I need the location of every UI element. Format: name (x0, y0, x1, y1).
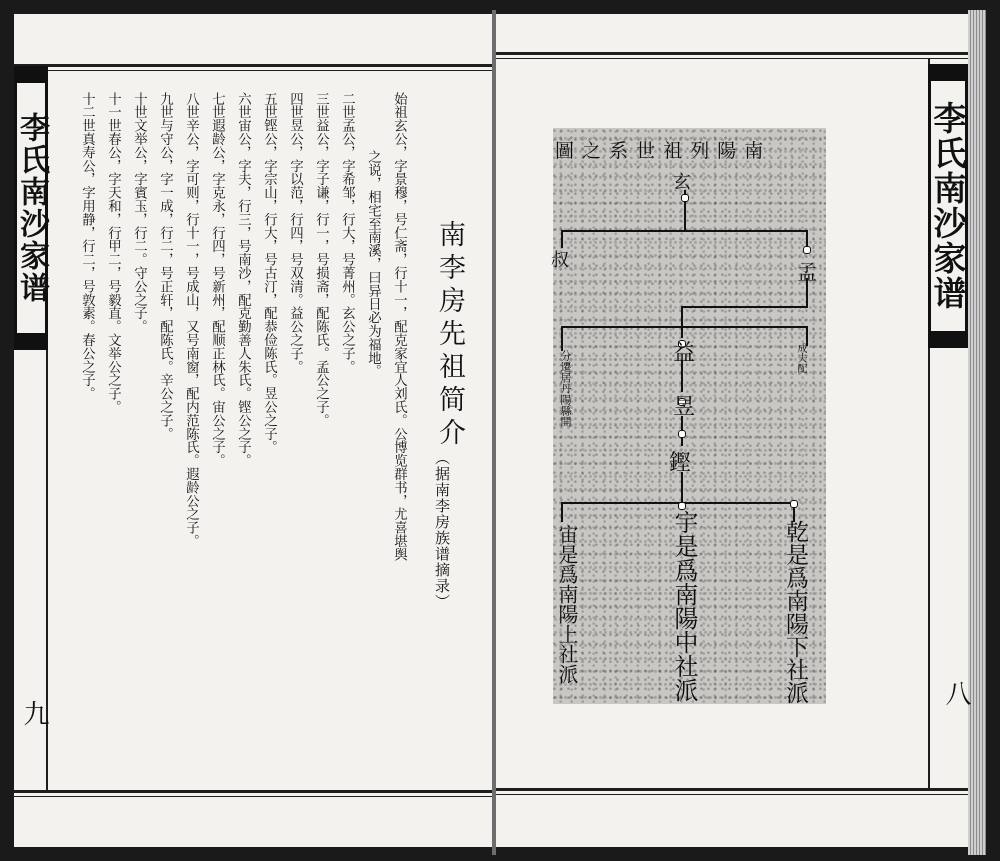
text-column: 八世辛公，字可则，行十一，号成山，又号南窗，配内范陈氏。遐龄公之子。 (183, 92, 199, 548)
node-left-top: 叔 (551, 250, 569, 271)
text-column: 六世宙公，字夫，行三，号南沙，配克勤善人朱氏。铿公之子。 (235, 92, 251, 468)
tree-line (561, 230, 807, 232)
right-top-rule-2 (496, 58, 968, 59)
text-column: 始祖玄公，字景穆，号仁斋，行十一，配克家宜人刘氏。公博览群书，尤喜堪舆 (391, 92, 407, 561)
branch-middle: 宇是爲南陽中社派 (670, 510, 698, 702)
left-bottom-rule (14, 790, 492, 793)
text-column: 三世益公，字子谦，行一，号损斋，配陈氏。孟公之子。 (313, 92, 329, 427)
book-spine (492, 10, 496, 855)
node-yi: 益 (673, 341, 696, 366)
node-meng: 孟 (797, 260, 817, 284)
text-column: 七世遐龄公，字克永，行四，号新州，配顺正林氏。宙公之子。 (209, 92, 225, 468)
right-top-rule (496, 52, 968, 55)
tree-node-dot (681, 194, 689, 202)
tree-line (561, 502, 563, 522)
node-xuan: 玄 (673, 172, 691, 193)
right-page-number: 八 (941, 680, 971, 706)
tree-line (681, 306, 808, 308)
tree-line (681, 306, 683, 326)
rubbing-header: 南 陽 列 祖 世 系 之 圖 (555, 140, 765, 162)
right-tab-title: 李氏南沙家谱 (931, 81, 965, 331)
text-column: 二世孟公，字希邹，行大，号菁州。玄公之子。 (339, 92, 355, 374)
section-title: 南李房先祖简介 (434, 220, 465, 451)
text-column: 九世与守公，字一成，行二，号正轩，配陈氏。辛公之子。 (157, 92, 173, 441)
tree-line (561, 326, 807, 328)
left-page-number: 九 (19, 700, 49, 726)
tree-node-dot (678, 502, 686, 510)
branch-left: 宙是爲南陽上社派 (555, 524, 579, 684)
text-column: 十一世春公，字天和，行甲二，号毅直。文举公之子。 (105, 92, 121, 414)
right-bottom-rule (496, 788, 968, 791)
node-yu: 昱 (673, 395, 696, 420)
section-subtitle: （据南李房族谱摘录） (433, 450, 451, 610)
tree-node-dot (678, 430, 686, 438)
annotation-right: 成夫配 (795, 343, 806, 373)
text-column: 之说，相宅至南溪，曰异日必为福地。 (365, 150, 381, 378)
left-title-tab (14, 66, 48, 350)
annotation-left: 分遷居丹陽縣開 (559, 350, 572, 427)
node-keng: 鏗 (669, 451, 692, 476)
branch-right: 乾是爲南陽下社派 (782, 520, 808, 704)
tree-node-dot (790, 500, 798, 508)
genealogy-rubbing (553, 128, 826, 704)
text-column: 五世铿公，字宗山，行大，号古汀，配恭俭陈氏。昱公之子。 (261, 92, 277, 454)
right-bottom-rule-2 (496, 794, 968, 795)
text-column: 十世文举公，字賓玉，行二。守公之子。 (131, 92, 147, 334)
text-column: 四世昱公，字以范，行四，号双清。益公之子。 (287, 92, 303, 374)
tree-line (561, 326, 563, 351)
tree-node-dot (803, 246, 811, 254)
right-title-tab (928, 64, 968, 348)
left-tab-title: 李氏南沙家谱 (17, 83, 45, 333)
left-bottom-rule-2 (14, 796, 492, 797)
left-top-rule-2 (14, 70, 492, 71)
text-column: 十二世真寿公，字用静，行二，号敦素。春公之子。 (79, 92, 95, 401)
left-top-rule (14, 64, 492, 67)
